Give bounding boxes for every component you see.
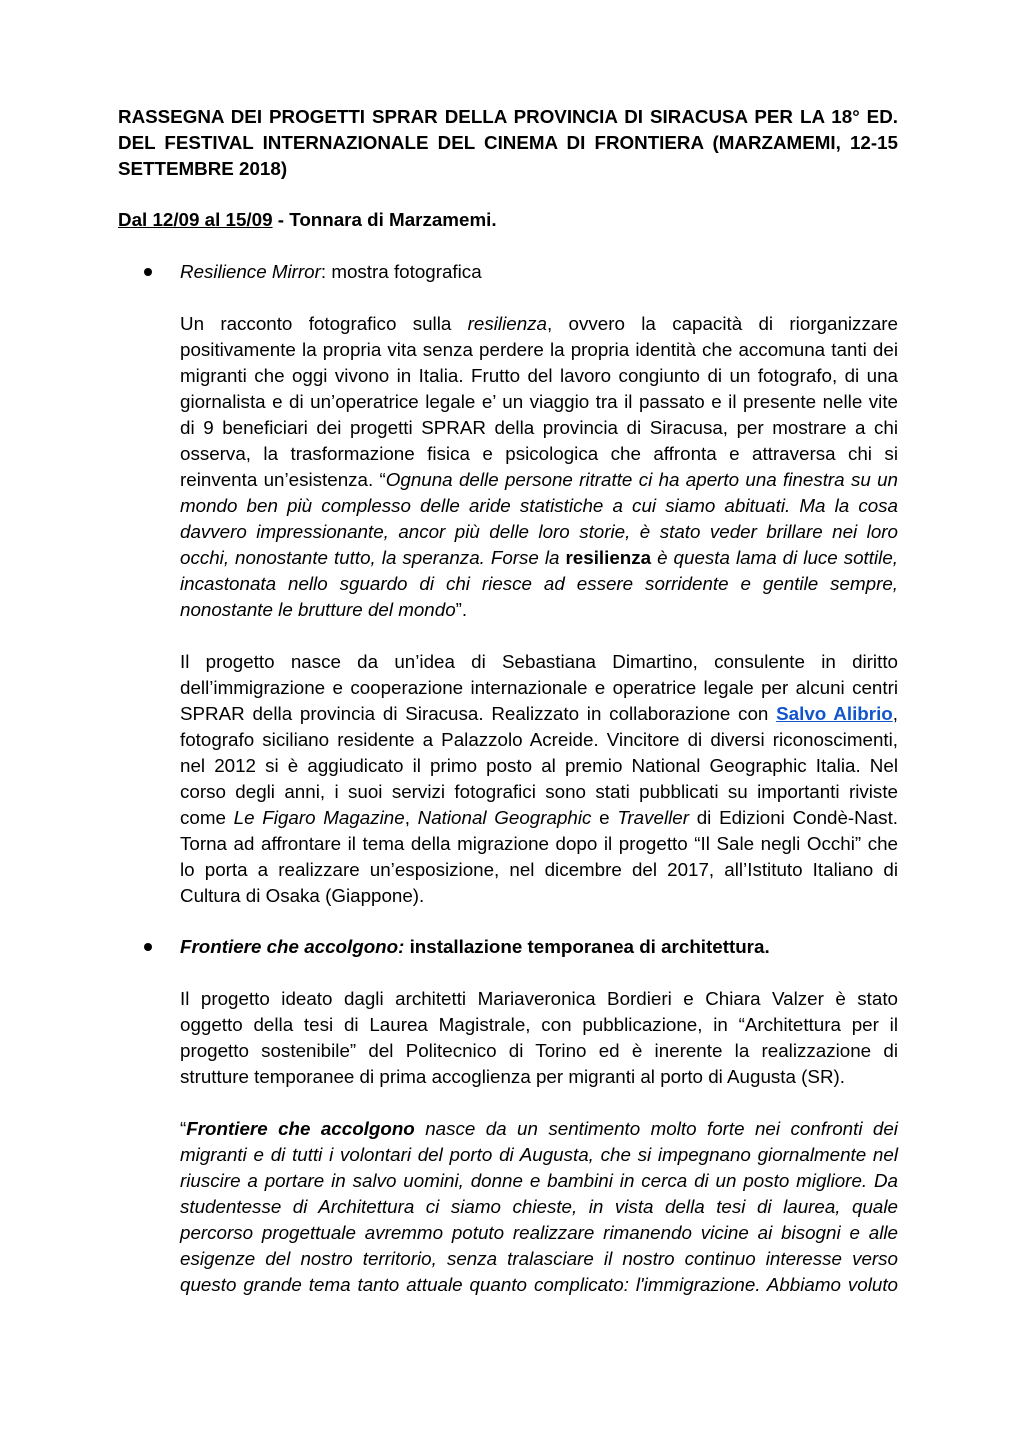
paragraph-line	[180, 597, 898, 623]
link-salvo-alibrio[interactable]: Salvo Alibrio	[776, 703, 893, 724]
text-run: nonostante le brutture del mondo	[180, 599, 456, 620]
paragraph-line	[180, 805, 898, 831]
text-run: ,	[404, 807, 418, 828]
section-heading-resilience-mirror	[180, 259, 898, 285]
title-line: RASSEGNA DEI PROGETTI SPRAR DELLA PROVINCIA DI SIRACUSA PER LA 18° ED.	[118, 106, 898, 127]
paragraph	[180, 649, 898, 909]
paragraph-line: questo grande tema tanto attuale quanto complicato: l'immigrazione. Abbiamo voluto	[180, 1274, 898, 1295]
text-run: “	[180, 1118, 187, 1139]
bullet-dot	[144, 943, 152, 951]
paragraph-line: studentesse di Architettura ci siamo chieste, in vista della tesi di laurea, quale	[180, 1196, 898, 1217]
text-run: occhi, nonostante tutto, la speranza. Forse la	[180, 547, 566, 568]
paragraph-line: giornalista e di un’operatrice legale e’ un viaggio tra il passato e il presente nelle vite	[180, 391, 898, 412]
paragraph-line: di 9 beneficiari dei progetti SPRAR della provincia di Siracusa, per mostrare a chi	[180, 417, 898, 438]
paragraph-line: osserva, la trasformazione fisica e psicologica che affronta e attraversa chi si	[180, 443, 898, 464]
paragraph-line: esigenze del nostro territorio, senza tralasciare il nostro continuo interesse verso	[180, 1248, 898, 1269]
paragraph-line	[180, 467, 898, 493]
text-run: di Edizioni Condè-Nast.	[689, 807, 899, 828]
paragraph	[180, 311, 898, 623]
paragraph-line	[180, 311, 898, 337]
text-run: reinventa un’esistenza. “	[180, 469, 386, 490]
section-heading-name: Resilience Mirror	[180, 261, 321, 282]
text-run: nasce da un sentimento molto forte nei confronti dei	[414, 1118, 898, 1139]
paragraph-line: strutture temporanee di prima accoglienza per migranti al porto di Augusta (SR).	[180, 1066, 845, 1087]
paragraph-line: corso degli anni, i suoi servizi fotografici sono stati pubblicati su importanti riviste	[180, 781, 898, 802]
paragraph-line: Cultura di Osaka (Giappone).	[180, 885, 425, 906]
paragraph-line: lo porta a realizzare un’esposizione, nel dicembre del 2017, all’Istituto Italiano di	[180, 859, 898, 880]
section-heading-label: : mostra fotografica	[320, 261, 482, 282]
paragraph-line	[180, 1116, 898, 1142]
paragraph-line: Il progetto ideato dagli architetti Mariaveronica Bordieri e Chiara Valzer è stato	[180, 988, 898, 1009]
text-run: , ovvero la capacità di riorganizzare	[547, 313, 898, 334]
paragraph	[180, 1116, 898, 1298]
section-heading-name: Frontiere che accolgono:	[180, 936, 405, 957]
section-heading-frontiere	[180, 934, 898, 960]
title-line: SETTEMBRE 2018)	[118, 158, 288, 179]
text-run: Ognuna delle persone ritratte ci ha aperto una finestra su un	[385, 469, 899, 490]
paragraph-line: incastonata nello sguardo di chi riesce ad essere sorridente e gentile sempre,	[180, 573, 898, 594]
paragraph-line: migranti e di tutti i volontari del porto di Augusta, che si impegnano giornalmente nel	[180, 1144, 898, 1165]
bullet-dot	[144, 268, 152, 276]
paragraph-line: oggetto della tesi di Laurea Magistrale, con pubblicazione, in “Architettura per il	[180, 1014, 898, 1035]
paragraph-line: fotografo siciliano residente a Palazzolo Acreide. Vincitore di diversi riconoscimenti,	[180, 729, 898, 750]
text-run: Traveller	[617, 807, 689, 828]
text-run: ”.	[455, 599, 468, 620]
paragraph-line: progetto sostenibile” del Politecnico di Torino ed è inerente la realizzazione di	[180, 1040, 898, 1061]
text-run: ,	[892, 703, 898, 724]
schedule-line	[118, 207, 898, 233]
paragraph-line: percorso progettuale avremmo potuto realizzare rimanendo vicine ai bisogni e alle	[180, 1222, 898, 1243]
text-run: Un racconto fotografico sulla	[180, 313, 468, 334]
text-run: National Geographic	[417, 807, 592, 828]
paragraph-line: Torna ad affrontare il tema della migrazione dopo il progetto “Il Sale negli Occhi” che	[180, 833, 898, 854]
paragraph-line	[180, 545, 898, 571]
paragraph-line: migranti che oggi vivono in Italia. Frutto del lavoro congiunto di un fotografo, di una	[180, 365, 898, 386]
paragraph-line	[180, 701, 898, 727]
paragraph-line: mondo ben più complesso delle aride statistiche a cui siamo abituati. Ma la cosa	[180, 495, 898, 516]
document-title	[118, 104, 898, 182]
text-run: e	[591, 807, 618, 828]
event-dates: Dal 12/09 al 15/09	[118, 209, 273, 230]
text-run: SPRAR della provincia di Siracusa. Realizzato in collaborazione con	[180, 703, 777, 724]
paragraph-line: riuscire a portare in salvo uomini, donne e bambini in cerca di un posto migliore. Da	[180, 1170, 898, 1191]
paragraph-line: dell’immigrazione e cooperazione internazionale e operatrice legale per alcuni centri	[180, 677, 898, 698]
paragraph-line: davvero impressionante, ancor più delle loro storie, è stato veder brillare nei loro	[180, 521, 898, 542]
text-run: Frontiere che accolgono	[186, 1118, 415, 1139]
paragraph	[180, 986, 898, 1090]
text-run: è questa lama di luce sottile,	[651, 547, 898, 568]
event-venue: - Tonnara di Marzamemi.	[272, 209, 497, 230]
title-line: DEL FESTIVAL INTERNAZIONALE DEL CINEMA DI FRONTIERA (MARZAMEMI, 12-15	[118, 132, 898, 153]
text-run: come	[180, 807, 234, 828]
text-run: resilienza	[467, 313, 548, 334]
paragraph-line: nel 2012 si è aggiudicato il primo posto al premio National Geographic Italia. Nel	[180, 755, 898, 776]
section-heading-label: installazione temporanea di architettura.	[404, 936, 770, 957]
text-run: Le Figaro Magazine	[233, 807, 405, 828]
paragraph-line: Il progetto nasce da un’idea di Sebastiana Dimartino, consulente in diritto	[180, 651, 898, 672]
text-run: resilienza	[565, 547, 652, 568]
paragraph-line: positivamente la propria vita senza perdere la propria identità che accomuna tanti dei	[180, 339, 898, 360]
